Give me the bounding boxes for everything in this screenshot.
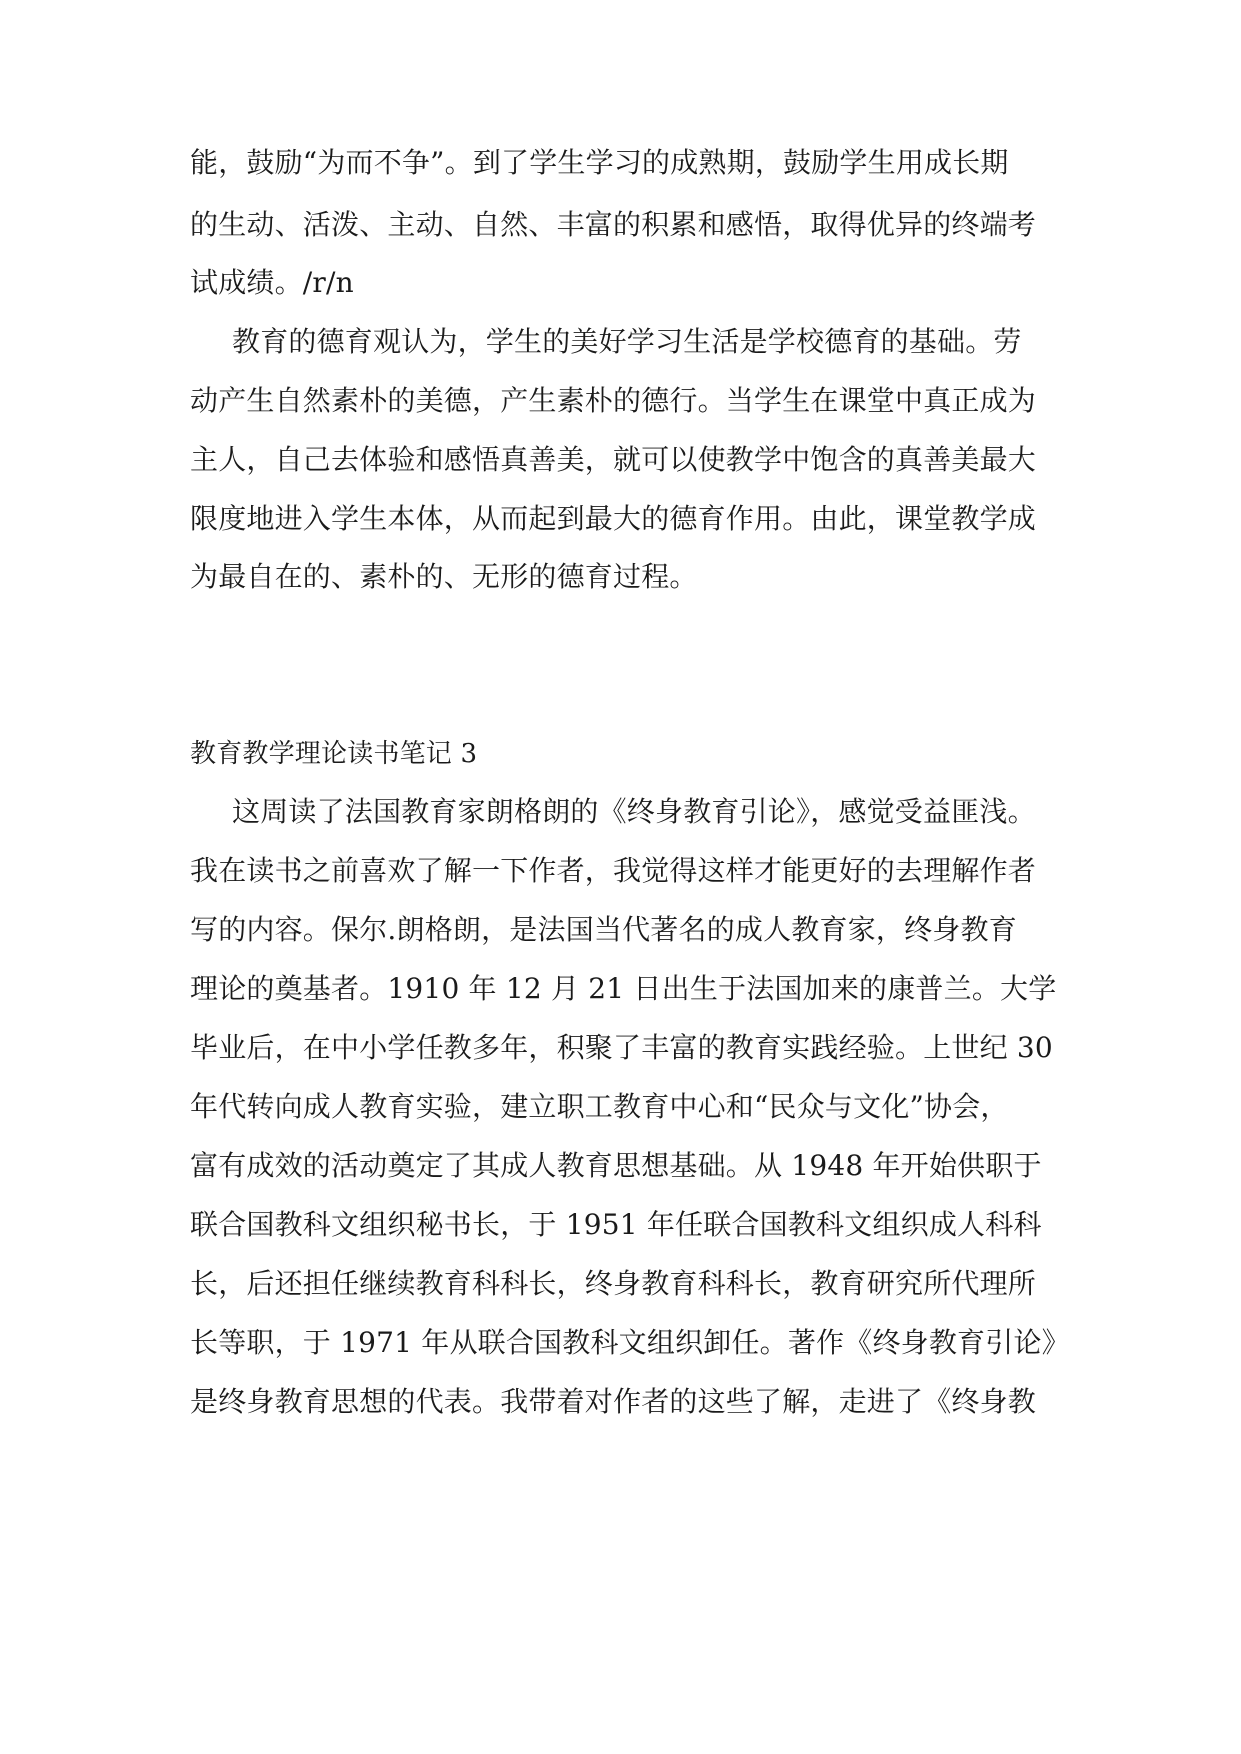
text-line: 理论的奠基者。1910 年 12 月 21 日出生于法国加来的康普兰。大学	[190, 972, 1057, 1005]
text-line: 动产生自然素朴的美德，产生素朴的德行。当学生在课堂中真正成为	[190, 384, 1037, 417]
text-line: 为最自在的、素朴的、无形的德育过程。	[190, 560, 698, 593]
text-line: 联合国教科文组织秘书长，于 1951 年任联合国教科文组织成人科科	[190, 1208, 1042, 1241]
text-line: 这周读了法国教育家朗格朗的《终身教育引论》，感觉受益匪浅。	[232, 795, 1036, 828]
text-line: 能，鼓励“为而不争”。到了学生学习的成熟期，鼓励学生用成长期	[190, 146, 1009, 179]
text-line: 写的内容。保尔.朗格朗，是法国当代著名的成人教育家，终身教育	[190, 913, 1017, 946]
text-line: 我在读书之前喜欢了解一下作者，我觉得这样才能更好的去理解作者	[190, 854, 1037, 887]
text-line: 年代转向成人教育实验，建立职工教育中心和“民众与文化”协会，	[190, 1090, 1009, 1123]
text-line: 限度地进入学生本体，从而起到最大的德育作用。由此，课堂教学成	[190, 502, 1037, 535]
text-line: 的生动、活泼、主动、自然、丰富的积累和感悟，取得优异的终端考	[190, 208, 1037, 241]
text-line: 主人，自己去体验和感悟真善美，就可以使教学中饱含的真善美最大	[190, 443, 1037, 476]
text-line: 是终身教育思想的代表。我带着对作者的这些了解，走进了《终身教	[190, 1385, 1037, 1418]
text-line: 长，后还担任继续教育科科长，终身教育科科长，教育研究所代理所	[190, 1267, 1037, 1300]
text-line: 长等职，于 1971 年从联合国教科文组织卸任。著作《终身教育引论》	[190, 1326, 1070, 1359]
section-heading: 教育教学理论读书笔记 3	[190, 739, 478, 769]
text-line: 富有成效的活动奠定了其成人教育思想基础。从 1948 年开始供职于	[190, 1149, 1042, 1182]
text-line: 试成绩。/r/n	[190, 266, 354, 299]
text-line: 毕业后，在中小学任教多年，积聚了丰富的教育实践经验。上世纪 30	[190, 1031, 1053, 1064]
text-line: 教育的德育观认为，学生的美好学习生活是学校德育的基础。劳	[232, 325, 1022, 358]
